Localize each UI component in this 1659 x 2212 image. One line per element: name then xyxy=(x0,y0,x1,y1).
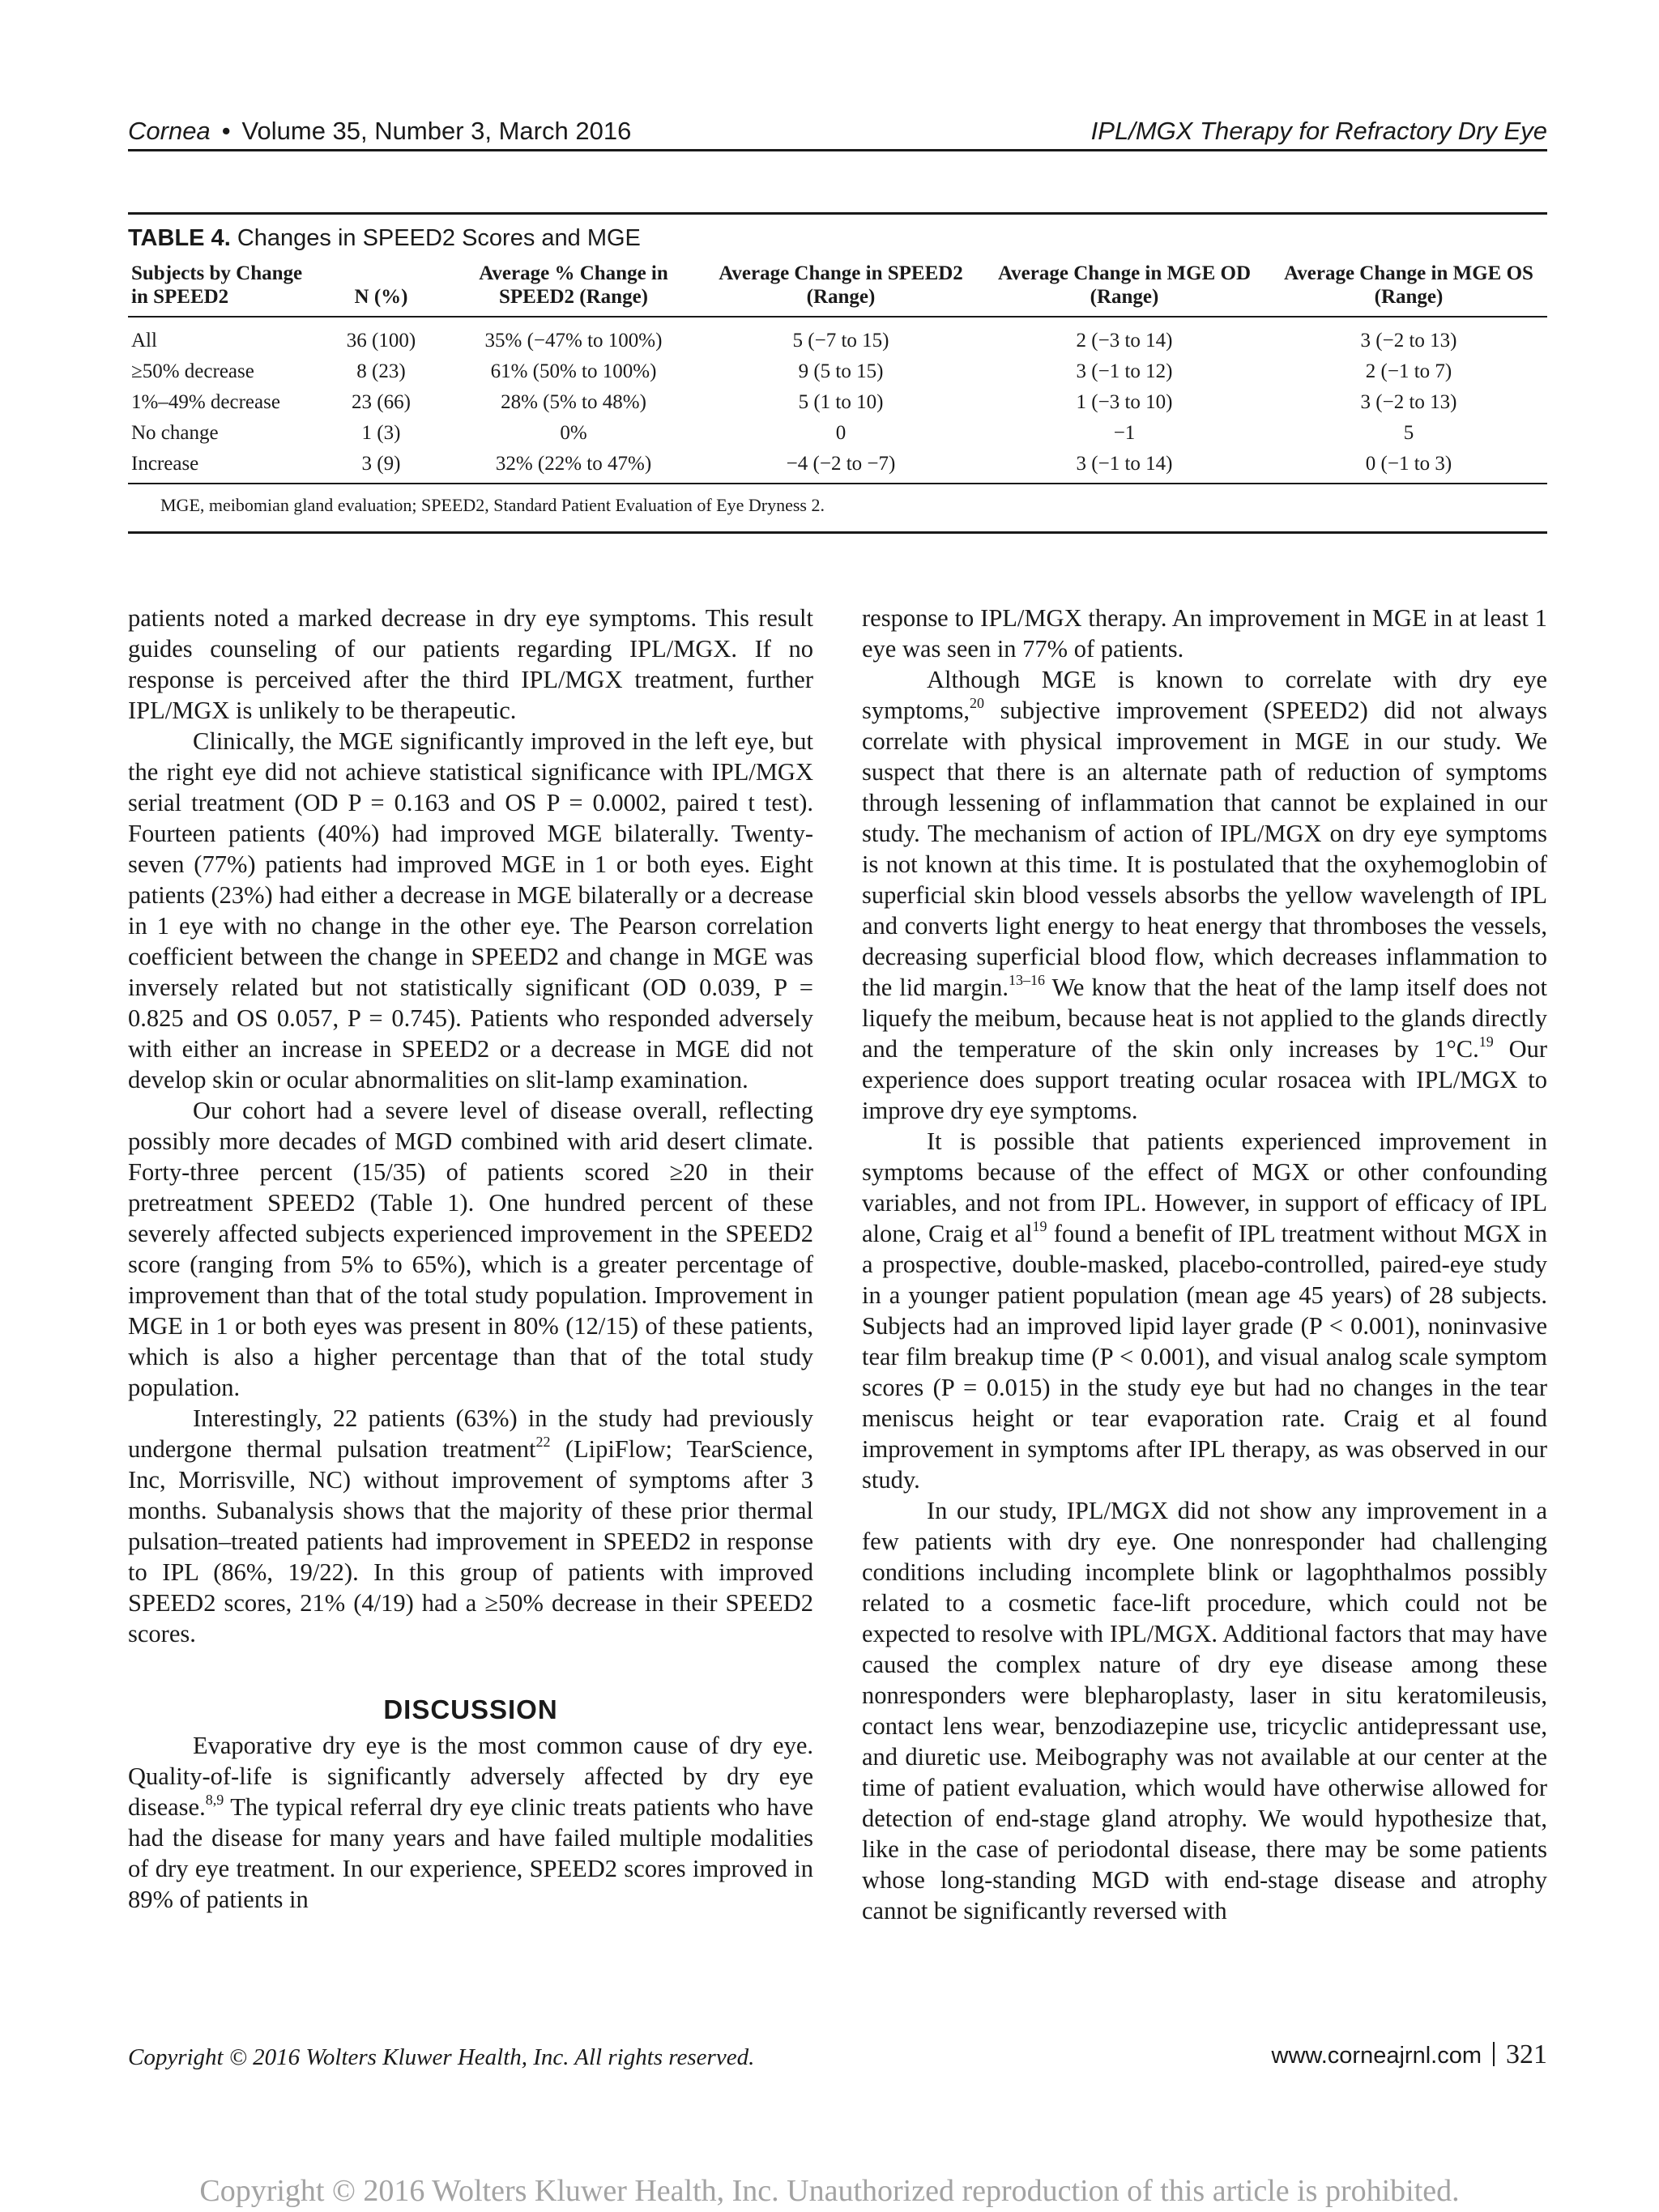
table-end-rule xyxy=(128,531,1547,534)
table-row xyxy=(128,387,1547,418)
table-cell: 0% xyxy=(560,421,587,444)
right-text-column xyxy=(862,603,1547,1926)
paragraph: patients noted a marked decrease in dry eye symptoms. This result guides counseling of our patients regarding IPL/MGX. If no response is perceived after the third IPL/MGX treatment, further IPL/MGX is unlikely to be therapeutic. xyxy=(128,604,813,724)
table-cell: 61% (50% to 100%) xyxy=(490,360,657,382)
text-run: We know that the heat of the lamp itself does not liquefy the meibum, because heat is not applied to the glands directly and the temperature of the skin only increases by 1°C. xyxy=(862,974,1547,1063)
citation-ref: 22 xyxy=(535,1433,551,1450)
journal-name: Cornea xyxy=(128,117,211,145)
table-footnote: MGE, meibomian gland evaluation; SPEED2, Standard Patient Evaluation of Eye Dryness 2. xyxy=(160,495,825,515)
speed2-mge-table xyxy=(128,261,1547,479)
table-cell: 2 (−1 to 7) xyxy=(1365,360,1452,382)
copyright-notice: Copyright © 2016 Wolters Kluwer Health, Inc. All rights reserved. xyxy=(128,2044,755,2070)
journal-url: www.corneajrnl.com xyxy=(1271,2043,1482,2069)
section-heading: DISCUSSION xyxy=(383,1694,558,1724)
table-cell: Increase xyxy=(131,452,199,475)
table-cell: 3 (9) xyxy=(361,452,401,475)
text-run: Although MGE is known to correlate with dry eye symptoms, xyxy=(862,666,1547,724)
table-cell: No change xyxy=(131,421,219,444)
table-cell: 3 (−1 to 14) xyxy=(1076,452,1173,475)
column-header: Average Change in MGE OD (Range) xyxy=(979,261,1270,317)
paragraph xyxy=(862,1126,1547,1495)
table-cell: 3 (−1 to 12) xyxy=(1076,360,1173,382)
citation-ref: 20 xyxy=(970,694,985,711)
paragraph: Our cohort had a severe level of disease overall, reflecting possibly more decades of MGD combined with arid desert climate. Forty-three percent (15/35) of patients scored ≥20 in their pretreatment SPEED2 (Table 1). One hundred percent of these severely affected subjects experienced improvement in the SPEED2 score (ranging from 5% to 65%), which is a greater percentage of improvement than that of the total study population. Improvement in MGE in 1 or both eyes was present in 80% (12/15) of these patients, which is also a higher percentage than that of the total study population. xyxy=(128,1097,813,1401)
text-run: The typical referral dry eye clinic treats patients who have had the disease for many years and have failed multiple modalities of dry eye treatment. In our experience, SPEED2 scores improved in 89% of patients in xyxy=(128,1793,813,1913)
table-cell: 35% (−47% to 100%) xyxy=(484,329,663,352)
table-cell: −4 (−2 to −7) xyxy=(786,452,896,475)
column-header: Subjects by Change in SPEED2 xyxy=(128,261,318,317)
table-row xyxy=(128,356,1547,387)
table-cell: 28% (5% to 48%) xyxy=(501,390,646,413)
table-bottom-rule xyxy=(128,483,1547,484)
text-run: (LipiFlow; TearScience, Inc, Morrisville, NC) without improvement of symptoms after 3 months. Subanalysis shows that the majority of these prior thermal pulsation–treated patients had improvement in SPEED2 in response to IPL (86%, 19/22). In this group of patients with improved SPEED2 scores, 21% (4/19) had a ≥50% decrease in their SPEED2 scores. xyxy=(128,1435,813,1647)
table-cell: All xyxy=(131,329,157,352)
text-run: subjective improvement (SPEED2) did not always correlate with physical improvement in MGE in our study. We suspect that there is an alternate path of reduction of symptoms through lessening of inflammation that cannot be explained in our study. The mechanism of action of IPL/MGX on dry eye symptoms is not known at this time. It is postulated that the oxyhemoglobin of superficial skin blood vessels absorbs the yellow wavelength of IPL and converts light energy to heat energy that thromboses the vessels, decreasing superficial blood flow, which decreases inflammation to the lid margin. xyxy=(862,697,1547,1001)
table-cell: 3 (−2 to 13) xyxy=(1360,390,1457,413)
text-run: Interestingly, 22 patients (63%) in the study had previously undergone thermal pulsation treatment xyxy=(128,1404,813,1463)
text-run: Our experience does support treating ocular rosacea with IPL/MGX to improve dry eye symptoms. xyxy=(862,1035,1548,1124)
table-cell: 1 (3) xyxy=(361,421,401,444)
table-cell: 3 (−2 to 13) xyxy=(1360,329,1457,352)
separator-dot: • xyxy=(221,117,231,145)
table-cell: ≥50% decrease xyxy=(131,360,254,382)
journal-citation xyxy=(128,117,631,146)
table-header-row xyxy=(128,261,1547,317)
journal-issue: Volume 35, Number 3, March 2016 xyxy=(241,117,632,145)
citation-ref: 19 xyxy=(1032,1217,1047,1234)
paragraph: Clinically, the MGE significantly improved in the left eye, but the right eye did not achieve statistical significance with IPL/MGX serial treatment (OD P = 0.163 and OS P = 0.0002, paired t test). Fourteen patients (40%) had improved MGE bilaterally. Twenty-seven (77%) patients had improved MGE in 1 or both eyes. Eight patients (23%) had either a decrease in MGE bilaterally or a decrease in 1 eye with no change in the other eye. The Pearson correlation coefficient between the change in SPEED2 and change in MGE was inversely related but not statistically significant (OD 0.039, P = 0.825 and OS 0.057, P = 0.745). Patients who responded adversely with either an increase in SPEED2 or a decrease in MGE did not develop skin or ocular abnormalities on slit-lamp examination. xyxy=(128,727,813,1093)
column-header: Average Change in MGE OS (Range) xyxy=(1270,261,1547,317)
table-cell: 8 (23) xyxy=(356,360,406,382)
table-cell: 1%–49% decrease xyxy=(131,390,280,413)
table-cell: −1 xyxy=(1113,421,1136,444)
page-number: 321 xyxy=(1506,2039,1547,2069)
table-cell: 36 (100) xyxy=(346,329,416,352)
paragraph xyxy=(862,664,1547,1126)
left-text-column xyxy=(128,603,813,1915)
table-cell: 5 (1 to 10) xyxy=(798,390,884,413)
text-run: Evaporative dry eye is the most common cause of dry eye. Quality-of-life is significantly adversely affected by dry eye disease. xyxy=(128,1732,813,1821)
paragraph: response to IPL/MGX therapy. An improvement in MGE in at least 1 eye was seen in 77% of patients. xyxy=(862,604,1547,663)
header-rule xyxy=(128,149,1547,151)
table-cell: 0 (−1 to 3) xyxy=(1365,452,1452,475)
page-footer-right xyxy=(1272,2039,1547,2070)
citation-ref: 13–16 xyxy=(1009,971,1046,988)
table-cell: 23 (66) xyxy=(352,390,411,413)
text-run: found a benefit of IPL treatment without MGX in a prospective, double-masked, placebo-controlled, paired-eye study in a younger patient population (mean age 45 years) of 28 subjects. Subjects had an improved lipid layer grade (P < 0.001), noninvasive tear film breakup time (P < 0.001), and visual analog scale symptom scores (P = 0.015) in the study eye but had no changes in the tear meniscus height or tear evaporation rate. Craig et al found improvement in symptoms after IPL therapy, as was observed in our study. xyxy=(862,1220,1547,1494)
table-cell: 9 (5 to 15) xyxy=(798,360,884,382)
table-cell: 0 xyxy=(835,421,847,444)
citation-ref: 8,9 xyxy=(205,1791,224,1808)
paragraph xyxy=(128,1730,813,1915)
copyright-watermark: Copyright © 2016 Wolters Kluwer Health, Inc. Unauthorized reproduction of this article is prohibited. xyxy=(199,2174,1460,2208)
table-cell: 1 (−3 to 10) xyxy=(1076,390,1173,413)
table-cell: 5 xyxy=(1403,421,1414,444)
table-top-rule xyxy=(128,212,1547,215)
table-row xyxy=(128,317,1547,356)
text-run: It is possible that patients experienced improvement in symptoms because of the effect of MGX or other confounding variables, and not from IPL. However, in support of efficacy of IPL alone, Craig et al xyxy=(862,1127,1547,1247)
table-cell: 2 (−3 to 14) xyxy=(1076,329,1173,352)
table-row xyxy=(128,418,1547,449)
column-header: N (%) xyxy=(318,261,444,317)
column-header: Average Change in SPEED2 (Range) xyxy=(703,261,979,317)
column-header: Average % Change in SPEED2 (Range) xyxy=(444,261,703,317)
paragraph: In our study, IPL/MGX did not show any improvement in a few patients with dry eye. One nonresponder had challenging conditions including incomplete blink or lagophthalmos possibly related to a cosmetic face-lift procedure, which could not be expected to resolve with IPL/MGX. Additional factors that may have caused the complex nature of dry eye disease among these nonresponders were blepharoplasty, laser in situ keratomileusis, contact lens wear, benzodiazepine use, tricyclic antidepressant use, and diuretic use. Meibography was not available at our center at the time of patient evaluation, which would have otherwise allowed for detection of end-stage gland atrophy. We would hypothesize that, like in the case of periodontal disease, there may be some patients whose long-standing MGD with end-stage disease and atrophy cannot be significantly reversed with xyxy=(862,1497,1547,1924)
citation-ref: 19 xyxy=(1478,1033,1494,1050)
table-row xyxy=(128,449,1547,479)
running-header xyxy=(128,113,1547,152)
table-cell: 32% (22% to 47%) xyxy=(495,452,652,475)
running-title: IPL/MGX Therapy for Refractory Dry Eye xyxy=(1090,117,1547,145)
table-label: TABLE 4. xyxy=(128,225,231,251)
table-caption xyxy=(128,225,641,252)
table-cell: 5 (−7 to 15) xyxy=(792,329,889,352)
footer-divider xyxy=(1493,2042,1495,2066)
table-title: Changes in SPEED2 Scores and MGE xyxy=(237,225,641,251)
paragraph xyxy=(128,1403,813,1649)
